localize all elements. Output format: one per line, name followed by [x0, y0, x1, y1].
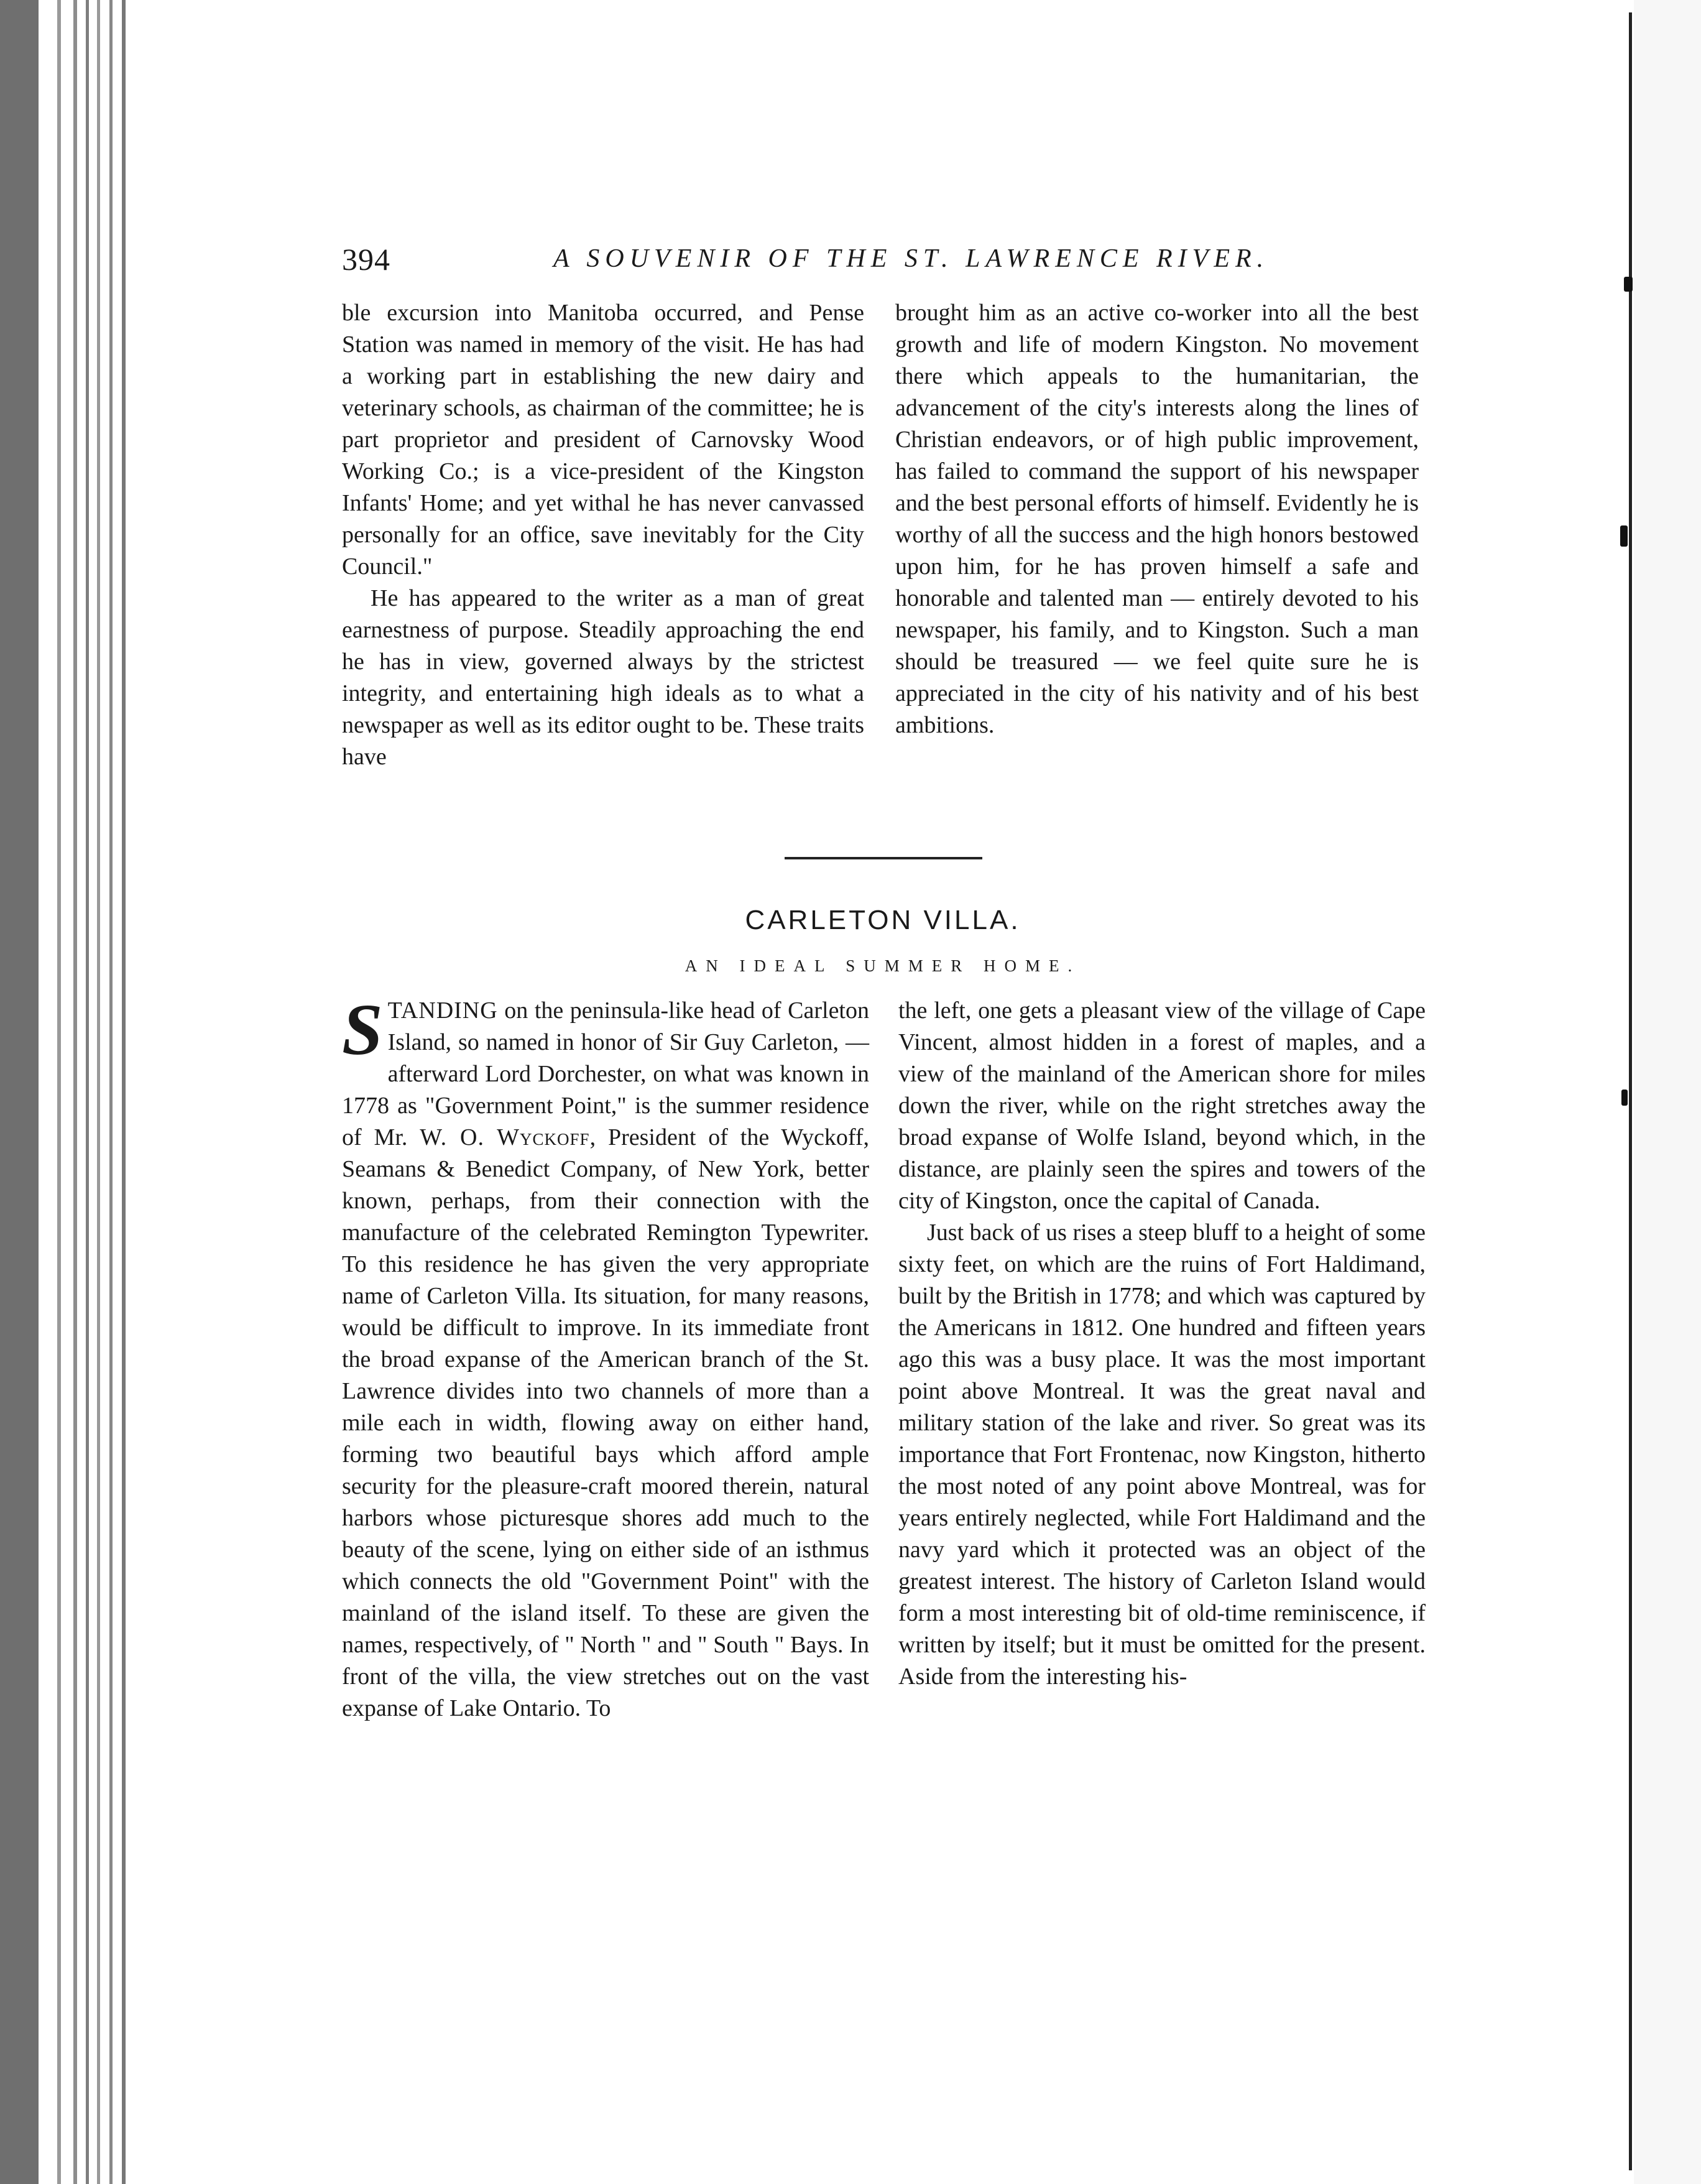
article-subtitle: AN IDEAL SUMMER HOME. [685, 956, 1081, 975]
column-bottom-right [898, 995, 1426, 1693]
running-title: A SOUVENIR OF THE ST. LAWRENCE RIVER. [553, 244, 1270, 273]
running-head [342, 236, 1424, 286]
right-page-bleed [1634, 0, 1701, 2184]
owner-name: W. O. Wyckoff [420, 1124, 590, 1150]
column-top-left [342, 297, 864, 773]
ink-speck [1620, 525, 1628, 547]
lead-word: TANDING [387, 997, 498, 1024]
paragraph: He has appeared to the writer as a man of great earnestness of purpose. Steadily approaching the end he has in view, governed always by the strictest integrity, and entertaining high ideals as to what a newspaper as well as its editor ought to be. These traits have [342, 585, 864, 770]
drop-cap: S [342, 989, 383, 1070]
right-page-edge [1629, 12, 1632, 2170]
paragraph [342, 989, 869, 1724]
section-divider [785, 857, 982, 859]
paragraph: brought him as an active co-worker into all the best growth and life of modern Kingston. No movement there which appeals to the humanitarian, the advancement of the city's interests along the lines of Christian endeavors, or of high public improvement, has failed to command the support of his newspaper and the best personal efforts of himself. Evidently he is worthy of all the success and the high honors bestowed upon him, for he has proven himself a safe and honorable and talented man — entirely devoted to his newspaper, his family, and to Kingston. Such a man should be treasured — we feel quite sure he is appreciated in the city of his nativity and of his best ambitions. [895, 300, 1419, 738]
text-run: , President of the Wyckoff, Seamans & Benedict Company, of New York, better known, perhaps, from their connection with the manufacture of the celebrated Remington Typewriter. To this residence he has given the very appropriate name of Carleton Villa. Its situation, for many reasons, would be difficult to improve. In its immediate front the broad expanse of the American branch of the St. Lawrence divides into two channels of more than a mile each in width, flowing away on either hand, forming two beautiful bays which afford ample security for the pleasure-craft moored therein, natural harbors whose picturesque shores add much to the beauty of the scene, lying on either side of an isthmus which connects the old "Government Point" with the mainland of the island itself. To these are given the names, respectively, of " North " and " South " Bays. In front of the villa, the view stretches out on the vast expanse of Lake Ontario. To [342, 1124, 869, 1721]
ink-speck [1624, 277, 1633, 292]
paragraph: ble excursion into Manitoba occurred, and Pense Station was named in memory of the visit. He has had a working part in establishing the new dairy and veterinary schools, as chairman of the committee; he is part proprietor and president of Carnovsky Wood Working Co.; is a vice-president of the Kingston Infants' Home; and yet withal he has never canvassed personally for an office, save inevitably for the City Council." [342, 300, 864, 580]
article-title: CARLETON VILLA. [745, 905, 1021, 935]
ink-speck [1621, 1090, 1628, 1106]
column-top-right [895, 297, 1419, 741]
column-bottom-left [342, 989, 869, 1724]
paragraph: Just back of us rises a steep bluff to a height of some sixty feet, on which are the ruins of Fort Haldimand, built by the British in 1778; and which was captured by the Americans in 1812. One hundred and fifteen years ago this was a busy place. It was the most important point above Montreal. It was the great naval and military station of the lake and river. So great was its importance that Fort Frontenac, now Kingston, hitherto the most noted of any point above Montreal, was for years entirely neglected, while Fort Haldimand and the navy yard which it protected was an object of the greatest interest. The history of Carleton Island would form a most interesting bit of old-time reminiscence, if written by itself; but it must be omitted for the present. Aside from the interesting his- [898, 1219, 1426, 1690]
page-number: 394 [342, 242, 390, 277]
text-run: on the peninsula-like head of Carleton Island, so named in honor of Sir Guy Carleton, — afterward Lord Dorchester, on what was known in 1778 as "Government Point," is the summer residence of Mr. [342, 997, 869, 1150]
paragraph: the left, one gets a pleasant view of the village of Cape Vincent, almost hidden in a forest of maples, and a view of the mainland of the American shore for miles down the river, while on the right stretches away the broad expanse of Wolfe Island, beyond which, in the distance, are plainly seen the spires and towers of the city of Kingston, once the capital of Canada. [898, 997, 1426, 1214]
book-spine-edge [0, 0, 131, 2184]
